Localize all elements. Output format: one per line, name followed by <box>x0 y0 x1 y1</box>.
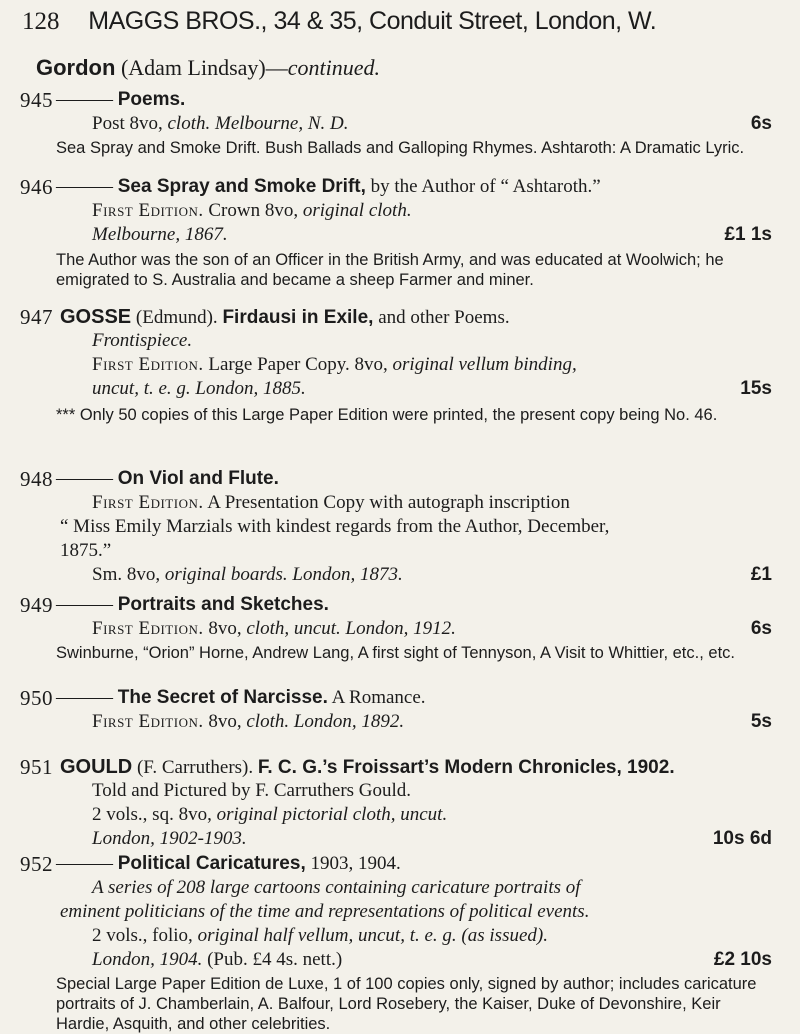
entry-binding: original cloth. <box>302 200 412 221</box>
author-heading <box>36 54 380 82</box>
entry-title: F. C. G.’s Froissart’s Modern Chronicles, 1902. <box>257 757 675 778</box>
entry-title-rest: and other Poems. <box>373 307 510 328</box>
ditto-dash: ——— <box>56 853 113 874</box>
entry-title: On Viol and Flute. <box>117 468 279 489</box>
entry-price: 6s <box>750 113 772 134</box>
ditto-dash: ——— <box>56 176 113 197</box>
entry-note: *** Only 50 copies of this Large Paper Edition were printed, the present copy being No. 46. <box>56 406 718 424</box>
entry-format: Large Paper Copy. 8vo, <box>203 354 393 375</box>
entry-binding: original half vellum, uncut, t. e. g. (as issued). <box>197 925 548 946</box>
entry-imprint: London, 1902-1903. <box>92 828 247 849</box>
author-name: Gordon <box>36 55 116 80</box>
ditto-dash: ——— <box>56 594 113 615</box>
entry-format: Crown 8vo, <box>203 200 303 221</box>
entry-number: 947 <box>20 305 53 329</box>
entry-price: £1 1s <box>724 224 772 245</box>
entry-title: The Secret of Narcisse. <box>117 687 328 708</box>
entry-price: £2 10s <box>713 949 772 970</box>
entry-imprint: Melbourne, 1867. <box>92 224 228 245</box>
entry-note: Sea Spray and Smoke Drift. Bush Ballads and Galloping Rhymes. Ashtaroth: A Dramatic Lyric. <box>56 139 745 157</box>
edition-label: First Edition. <box>92 618 204 639</box>
entry-author: GOSSE <box>60 306 132 328</box>
entry-title-rest: A Romance. <box>327 687 426 708</box>
page-title: MAGGS BROS., 34 & 35, Conduit Street, London, W. <box>88 7 657 35</box>
entry-number: 948 <box>20 467 53 491</box>
entry-imprint: London, 1904. <box>92 949 203 970</box>
entry-title: Sea Spray and Smoke Drift, <box>117 176 366 197</box>
entry-inscription-end: 1875.” <box>60 540 112 561</box>
entry-title: Firdausi in Exile, <box>222 307 374 328</box>
entry-format: Sm. 8vo, <box>92 564 165 585</box>
entry-binding: cloth, uncut. London, 1912. <box>246 618 456 639</box>
edition-label: First Edition. <box>92 354 204 375</box>
entry-title-rest: by the Author of “ Ashtaroth.” <box>365 176 601 197</box>
entry-price: £1 <box>750 564 772 585</box>
entry-number: 949 <box>20 593 53 617</box>
entry-imprint: uncut, t. e. g. London, 1885. <box>92 378 306 399</box>
entry-format: 2 vols., sq. 8vo, <box>92 804 217 825</box>
entry-inscription-cont: “ Miss Emily Marzials with kindest regards from the Author, December, <box>60 516 610 537</box>
entry-binding: original vellum binding, <box>392 354 577 375</box>
author-details: (Adam Lindsay)— <box>115 55 288 80</box>
page-number: 128 <box>22 8 60 35</box>
entry-title: Political Caricatures, <box>117 853 306 874</box>
entry-price: 15s <box>740 378 772 399</box>
entry-binding: cloth. Melbourne, N. D. <box>167 113 349 134</box>
continued-label: continued. <box>287 55 380 80</box>
entry-number: 950 <box>20 686 53 710</box>
entry-number: 945 <box>20 88 53 112</box>
entry-number: 952 <box>20 852 53 876</box>
entry-price: 6s <box>750 618 772 639</box>
entry-number: 951 <box>20 755 53 779</box>
entry-format: 8vo, <box>203 618 247 639</box>
entry-description: A series of 208 large cartoons containing caricature portraits of <box>92 877 581 898</box>
entry-format: 2 vols., folio, <box>92 925 198 946</box>
entry-note: The Author was the son of an Officer in the British Army, and was educated at Woolwich; he emigrated to S. Australia and became a sheep Farmer and miner. <box>56 251 724 289</box>
entry-author-rest: (F. Carruthers). <box>132 757 258 778</box>
page-header <box>22 4 722 39</box>
entry-subtitle: Told and Pictured by F. Carruthers Gould. <box>92 780 412 801</box>
entry-format: Post 8vo, <box>92 113 168 134</box>
entry-description-cont: eminent politicians of the time and representations of political events. <box>60 901 590 922</box>
entry-author: GOULD <box>60 756 133 778</box>
entry-illustrations: Frontispiece. <box>92 330 193 351</box>
edition-label: First Edition. <box>92 200 204 221</box>
edition-label: First Edition. <box>92 492 204 513</box>
entry-published-price: (Pub. £4 4s. nett.) <box>202 949 343 970</box>
entry-title: Poems. <box>117 89 186 110</box>
entry-title-rest: 1903, 1904. <box>305 853 401 874</box>
entry-price: 5s <box>750 711 772 732</box>
entry-price: 10s 6d <box>712 828 772 849</box>
entry-number: 946 <box>20 175 53 199</box>
entry-binding: original boards. London, 1873. <box>164 564 403 585</box>
entry-inscription: A Presentation Copy with autograph inscription <box>203 492 570 513</box>
ditto-dash: ——— <box>56 468 113 489</box>
entry-author-rest: (Edmund). <box>131 307 218 328</box>
ditto-dash: ——— <box>56 89 113 110</box>
entry-format: 8vo, <box>203 711 247 732</box>
entry-note: Special Large Paper Edition de Luxe, 1 of 100 copies only, signed by author; includes caricature portraits of J. Chamberlain, A. Balfour, Lord Rosebery, the Kaiser, Duke of Devonshire, Keir Hardie, Asquith, and other celebrities. <box>56 975 757 1033</box>
edition-label: First Edition. <box>92 711 204 732</box>
entry-title: Portraits and Sketches. <box>117 594 329 615</box>
ditto-dash: ——— <box>56 687 113 708</box>
entry-note: Swinburne, “Orion” Horne, Andrew Lang, A first sight of Tennyson, A Visit to Whittier, etc., etc. <box>56 644 735 662</box>
entry-binding: original pictorial cloth, uncut. <box>216 804 448 825</box>
entry-binding: cloth. London, 1892. <box>246 711 405 732</box>
